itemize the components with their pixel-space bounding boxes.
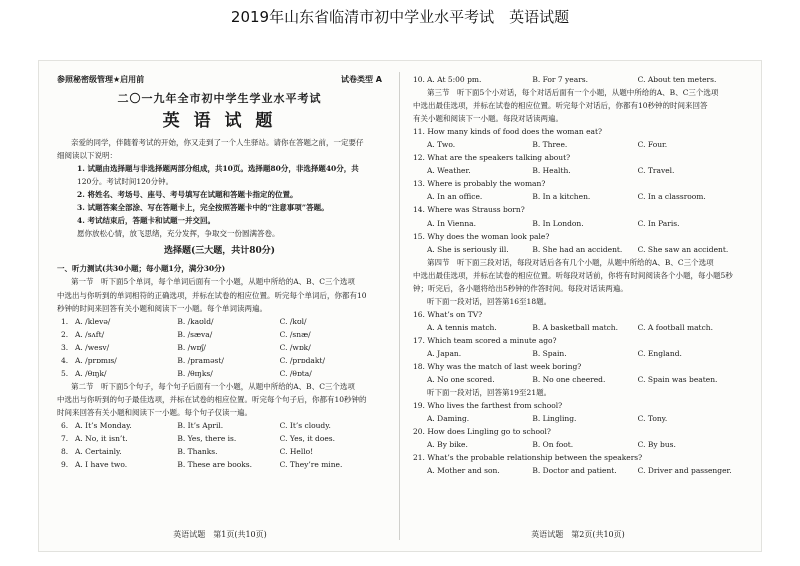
question-number: 3. bbox=[61, 342, 69, 352]
option-b: B. Doctor and patient. bbox=[532, 466, 617, 476]
option-c: C. /prɒdakt/ bbox=[279, 355, 325, 365]
question-line bbox=[413, 334, 743, 347]
question-line bbox=[413, 399, 743, 412]
option-c: C. Travel. bbox=[637, 166, 675, 176]
option-a: A. In Vienna. bbox=[427, 218, 476, 228]
option-c: C. /wɒk/ bbox=[279, 342, 311, 352]
option-b: B. /praməst/ bbox=[177, 355, 224, 365]
option-c: C. Tony. bbox=[637, 414, 668, 424]
option-b: B. Spain. bbox=[532, 348, 567, 358]
option-c: C. /snæ/ bbox=[279, 329, 311, 339]
document-title: 2019年山东省临清市初中学业水平考试 英语试题 bbox=[230, 8, 570, 26]
option-b: B. Health. bbox=[532, 166, 571, 176]
choice-row bbox=[57, 341, 382, 354]
option-a: A. Weather. bbox=[427, 166, 471, 176]
option-a: A. A tennis match. bbox=[427, 322, 497, 332]
question-number: 2. bbox=[61, 329, 69, 339]
subject-title: 英 语 试 题 bbox=[162, 111, 277, 132]
question-number: 12. bbox=[413, 153, 425, 163]
option-c: C. It’s cloudy. bbox=[279, 420, 331, 430]
left-page-footer: 英语试题 第1页(共10页) bbox=[173, 530, 267, 539]
option-a: A. /sʌft/ bbox=[75, 329, 105, 339]
option-b: B. Three. bbox=[532, 140, 568, 150]
question-number: 15. bbox=[413, 231, 425, 241]
option-row bbox=[413, 347, 743, 360]
option-a: A. Japan. bbox=[427, 348, 462, 358]
instruction-line: 4. 考试结束后，答题卡和试题一并交回。 bbox=[77, 216, 215, 226]
option-row bbox=[413, 164, 743, 177]
option-c: C. By bus. bbox=[637, 440, 676, 450]
paper-type-label: 试卷类型 A bbox=[341, 75, 382, 84]
question-number: 6. bbox=[61, 420, 69, 430]
option-c: C. England. bbox=[637, 348, 682, 358]
listen-instruction: 听下面一段对话，回答第19至21题。 bbox=[427, 388, 552, 398]
option-a: A. It’s Monday. bbox=[75, 420, 132, 430]
question-text: Where is probably the woman? bbox=[427, 179, 546, 189]
question-text: Why does the woman look pale? bbox=[427, 231, 550, 241]
instruction-line: 中选出最佳选项，并标在试卷的相应位置。听完每个对话后，你都有10秒钟的时间来回答 bbox=[413, 101, 708, 111]
option-a: A. Certainly. bbox=[75, 447, 122, 457]
confidential-label: 参照秘密级管理★启用前 bbox=[57, 75, 145, 84]
choice-row bbox=[57, 445, 382, 458]
question-text: Where was Strauss born? bbox=[427, 205, 525, 215]
choice-row bbox=[57, 328, 382, 341]
right-page bbox=[413, 73, 743, 477]
instruction-line: 第三节 听下面5个小对话，每个对话后面有一个小题，从题中所给的A、B、C三个选项 bbox=[427, 88, 719, 98]
question-line bbox=[413, 125, 743, 138]
option-a: A. /wesv/ bbox=[75, 342, 110, 352]
option-c: C. She saw an accident. bbox=[637, 244, 729, 254]
question-line bbox=[413, 451, 743, 464]
question-line bbox=[413, 425, 743, 438]
option-row bbox=[413, 243, 743, 256]
option-c: C. A football match. bbox=[637, 322, 713, 332]
choice-row bbox=[57, 315, 382, 328]
option-a: A. /klevə/ bbox=[75, 316, 111, 326]
choice-row bbox=[57, 419, 382, 432]
instruction-line: 秒钟的时间来回答有关小题和阅读下一小题。每个单词读两遍。 bbox=[57, 303, 267, 313]
question-text: Who lives the farthest from school? bbox=[427, 401, 563, 411]
instruction-line: 1. 试题由选择题与非选择题两部分组成，共10页。选择题80分，非选择题40分，共 bbox=[77, 164, 359, 174]
option-c: C. Four. bbox=[637, 140, 668, 150]
option-row bbox=[413, 373, 743, 386]
option-c: C. Hello! bbox=[279, 447, 314, 457]
option-a: A. I have two. bbox=[75, 460, 128, 470]
option-a: A. /prɒmɪs/ bbox=[75, 355, 117, 365]
page-fold-divider bbox=[399, 72, 400, 540]
question-text: How many kinds of food does the woman eat? bbox=[427, 127, 603, 137]
option-b: B. It’s April. bbox=[177, 420, 224, 430]
option-b: B. /wɒʃ/ bbox=[177, 342, 206, 352]
option-a: A. By bike. bbox=[427, 440, 468, 450]
question-line bbox=[413, 308, 743, 321]
option-c: C. Spain was beaten. bbox=[637, 375, 718, 385]
instruction-line: 愿你放松心情，放飞思绪，充分发挥，争取交一份圆满答卷。 bbox=[77, 229, 280, 239]
instruction-line: 时间来回答有关小题和阅读下一小题。每个句子仅读一遍。 bbox=[57, 407, 252, 417]
instruction-line: 3. 试题答案全部涂、写在答题卡上，完全按照答题卡中的“注意事项”答题。 bbox=[77, 203, 329, 213]
instruction-line: 钟；听完后，各小题将给出5秒钟的作答时间。每段对话读两遍。 bbox=[413, 283, 628, 293]
option-c: C. They’re mine. bbox=[279, 460, 343, 470]
question-number: 10. bbox=[413, 75, 425, 84]
choice-row bbox=[57, 432, 382, 445]
option-c: C. Driver and passenger. bbox=[637, 466, 732, 476]
intro-line: 亲爱的同学，伴随着考试的开始，你又走到了一个人生驿站。请你在答题之前，一定要仔 bbox=[71, 138, 364, 148]
intro-line: 细阅读以下说明： bbox=[57, 151, 117, 161]
option-row bbox=[413, 217, 743, 230]
question-line bbox=[413, 230, 743, 243]
option-b: B. A basketball match. bbox=[532, 322, 618, 332]
option-a: A. Daming. bbox=[427, 414, 470, 424]
option-c: C. /θɒta/ bbox=[279, 368, 312, 378]
question-text: How does Lingling go to school? bbox=[427, 427, 551, 437]
question-line bbox=[413, 151, 743, 164]
option-row bbox=[413, 190, 743, 203]
question-line bbox=[413, 203, 743, 216]
option-b: B. On foot. bbox=[532, 440, 574, 450]
question-number: 7. bbox=[61, 434, 69, 444]
instruction-line: 第四节 听下面三段对话，每段对话后各有几个小题，从题中所给的A、B、C三个选项 bbox=[427, 257, 714, 267]
question-text: What’s the probable relationship between the speakers? bbox=[427, 453, 643, 463]
option-a: A. At 5:00 pm. bbox=[427, 75, 482, 84]
option-b: B. For 7 years. bbox=[532, 75, 589, 84]
option-a: A. No one scored. bbox=[427, 375, 495, 385]
question-number: 4. bbox=[61, 355, 69, 365]
option-row bbox=[413, 412, 743, 425]
choice-row bbox=[413, 73, 743, 86]
option-a: A. Two. bbox=[427, 140, 456, 150]
part-title: 一、听力测试(共30小题；每小题1分，满分30分) bbox=[57, 264, 226, 274]
option-b: B. In a kitchen. bbox=[532, 192, 591, 202]
option-b: B. /θɪŋks/ bbox=[177, 368, 213, 378]
option-a: A. She is seriously ill. bbox=[427, 244, 509, 254]
option-row bbox=[413, 138, 743, 151]
option-c: C. In a classroom. bbox=[637, 192, 706, 202]
option-c: C. Yes, it does. bbox=[279, 434, 336, 444]
question-number: 11. bbox=[413, 127, 425, 137]
question-number: 19. bbox=[413, 401, 425, 411]
exam-name: 二〇一九年全市初中学生学业水平考试 bbox=[117, 92, 322, 106]
instruction-line: 第二节 听下面5个句子，每个句子后面有一个小题，从题中所给的A、B、C三个选项 bbox=[71, 381, 355, 391]
option-a: A. Mother and son. bbox=[427, 466, 500, 476]
option-c: C. In Paris. bbox=[637, 218, 680, 228]
option-b: B. No one cheered. bbox=[532, 375, 606, 385]
question-text: Why was the match of last week boring? bbox=[427, 362, 582, 372]
question-number: 20. bbox=[413, 427, 425, 437]
option-b: B. These are books. bbox=[177, 460, 253, 470]
instruction-line: 2. 将姓名、考场号、座号、考号填写在试题和答题卡指定的位置。 bbox=[77, 190, 298, 200]
option-b: B. Thanks. bbox=[177, 447, 218, 457]
option-b: B. In London. bbox=[532, 218, 584, 228]
question-number: 16. bbox=[413, 309, 425, 319]
exam-header bbox=[57, 73, 382, 86]
choice-row bbox=[57, 367, 382, 380]
option-a: A. In an office. bbox=[427, 192, 483, 202]
question-text: What are the speakers talking about? bbox=[427, 153, 571, 163]
option-row bbox=[413, 464, 743, 477]
option-row bbox=[413, 321, 743, 334]
question-line bbox=[413, 360, 743, 373]
option-b: B. /kaʊld/ bbox=[177, 316, 214, 326]
option-a: A. No, it isn’t. bbox=[75, 434, 128, 444]
question-number: 14. bbox=[413, 205, 425, 215]
section-title: 选择题(三大题，共计80分) bbox=[163, 246, 276, 257]
instruction-line: 中选出与你听到的单词相符的正确选项，并标在试卷的相应位置。听完每个单词后，你都有10 bbox=[57, 290, 367, 300]
question-line bbox=[413, 177, 743, 190]
option-b: B. Lingling. bbox=[532, 414, 577, 424]
question-text: What’s on TV? bbox=[427, 309, 483, 319]
left-page bbox=[57, 73, 382, 471]
option-c: C. About ten meters. bbox=[637, 75, 717, 84]
question-number: 1. bbox=[61, 316, 69, 326]
listen-instruction: 听下面一段对话，回答第16至18题。 bbox=[427, 296, 552, 306]
instruction-line: 120分。考试时间120分钟。 bbox=[77, 177, 174, 187]
question-number: 18. bbox=[413, 362, 425, 372]
option-row bbox=[413, 438, 743, 451]
instruction-line: 有关小题和阅读下一小题。每段对话读两遍。 bbox=[413, 114, 563, 124]
question-text: Which team scored a minute ago? bbox=[427, 335, 557, 345]
question-number: 17. bbox=[413, 335, 425, 345]
instruction-line: 第一节 听下面5个单词，每个单词后面有一个小题，从题中所给的A、B、C三个选项 bbox=[71, 277, 355, 287]
question-number: 5. bbox=[61, 368, 69, 378]
option-c: C. /kʊl/ bbox=[279, 316, 307, 326]
question-number: 13. bbox=[413, 179, 425, 189]
question-number: 21. bbox=[413, 453, 425, 463]
option-a: A. /θɪŋk/ bbox=[75, 368, 107, 378]
option-b: B. Yes, there is. bbox=[177, 434, 237, 444]
option-b: B. /sæva/ bbox=[177, 329, 213, 339]
instruction-line: 中选出最佳选项，并标在试卷的相应位置。听每段对话前，你将有时间阅读各个小题，每小题5秒 bbox=[413, 270, 733, 280]
instruction-line: 中选出与你听到的句子最佳选项，并标在试卷的相应位置。听完每个句子后，你都有10秒钟的 bbox=[57, 394, 367, 404]
choice-row bbox=[57, 354, 382, 367]
option-b: B. She had an accident. bbox=[532, 244, 623, 254]
question-number: 8. bbox=[61, 447, 69, 457]
question-number: 9. bbox=[61, 460, 69, 470]
right-page-footer: 英语试题 第2页(共10页) bbox=[531, 530, 625, 539]
choice-row bbox=[57, 458, 382, 471]
